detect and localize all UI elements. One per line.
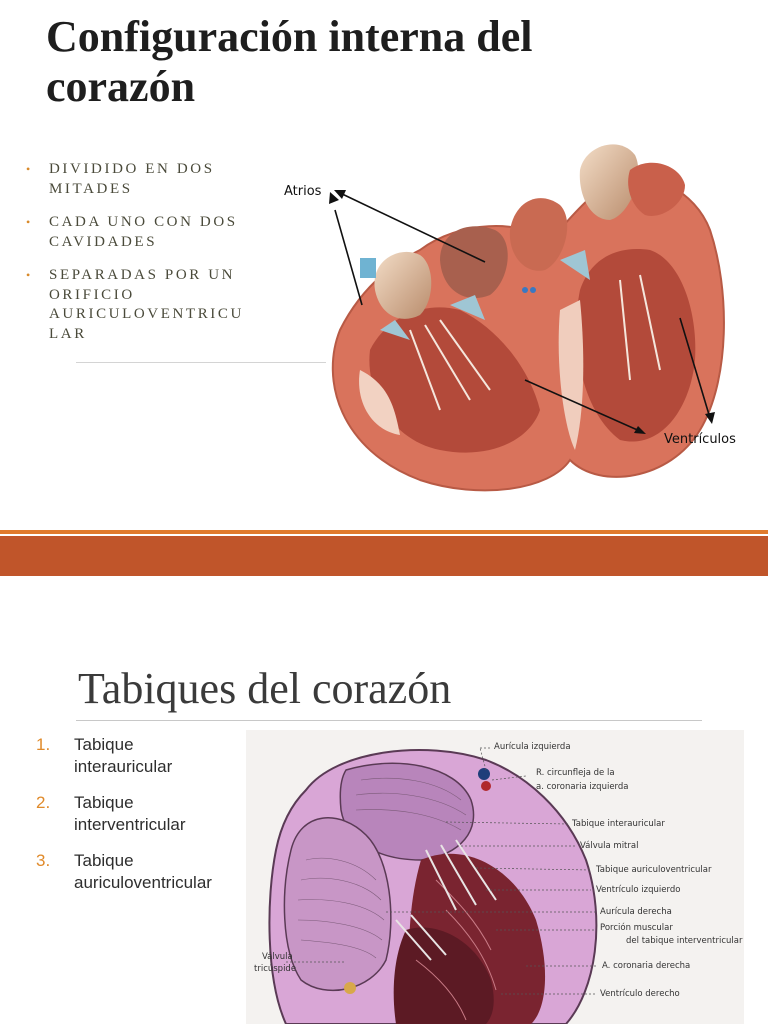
bullet-text: DIVIDIDO EN DOS MITADES bbox=[49, 161, 215, 197]
list-item bbox=[36, 792, 256, 836]
label-ventriculo-izquierdo: Ventrículo izquierdo bbox=[596, 885, 681, 895]
slide-1-bullet-list bbox=[26, 160, 276, 358]
bullet-text: SEPARADAS POR UN ORIFICIO AURICULOVENTRICU LAR bbox=[49, 267, 244, 342]
label-porcion-muscular-1: Porción muscular bbox=[600, 923, 673, 933]
label-auricula-derecha: Aurícula derecha bbox=[600, 907, 672, 917]
label-tabique-auriculoventricular: Tabique auriculoventricular bbox=[596, 865, 712, 875]
bullet-icon: • bbox=[26, 162, 31, 176]
label-auricula-izquierda: Aurícula izquierda bbox=[494, 742, 571, 752]
bullet-icon: • bbox=[26, 268, 31, 282]
list-item bbox=[36, 734, 256, 778]
label-r-circunfleja-1: R. circunfleja de la bbox=[536, 768, 615, 778]
list-number: 3. bbox=[36, 851, 51, 870]
label-a-coronaria-derecha: A. coronaria derecha bbox=[602, 961, 691, 971]
bullet-item bbox=[26, 266, 276, 344]
label-ventriculos: Ventrículos bbox=[664, 432, 736, 447]
label-porcion-muscular-2: del tabique interventricular bbox=[626, 936, 743, 946]
slide-2-title: Tabiques del corazón bbox=[78, 664, 452, 713]
septa-anatomical-diagram bbox=[246, 730, 744, 1024]
label-ventriculo-derecho: Ventrículo derecho bbox=[600, 989, 680, 999]
heart-section-illustration bbox=[246, 730, 744, 1024]
septa-list bbox=[36, 734, 256, 908]
heart-cross-section-illustration bbox=[300, 130, 760, 510]
list-text: Tabique interventricular bbox=[74, 793, 186, 834]
list-item bbox=[36, 850, 256, 894]
list-text: Tabique auriculoventricular bbox=[74, 851, 212, 892]
label-r-circunfleja-2: a. coronaria izquierda bbox=[536, 782, 629, 792]
divider bbox=[76, 362, 326, 363]
label-valvula-tricuspide-2: tricúspide bbox=[254, 964, 297, 974]
title-underline bbox=[76, 720, 702, 721]
label-valvula-mitral: Válvula mitral bbox=[580, 841, 639, 851]
bullet-text: CADA UNO CON DOS CAVIDADES bbox=[49, 214, 238, 250]
separator-accent-line bbox=[0, 530, 768, 534]
label-atrios: Atrios bbox=[284, 184, 322, 199]
slide-1-title: Configuración interna del corazón bbox=[46, 12, 533, 111]
list-number: 1. bbox=[36, 735, 51, 754]
list-text: Tabique interauricular bbox=[74, 735, 173, 776]
bullet-item bbox=[26, 213, 276, 252]
list-number: 2. bbox=[36, 793, 51, 812]
label-valvula-tricuspide-1: Válvula bbox=[262, 952, 293, 962]
bullet-item bbox=[26, 160, 276, 199]
separator-band bbox=[0, 536, 768, 576]
label-tabique-interauricular: Tabique interauricular bbox=[572, 819, 665, 829]
bullet-icon: • bbox=[26, 215, 31, 229]
